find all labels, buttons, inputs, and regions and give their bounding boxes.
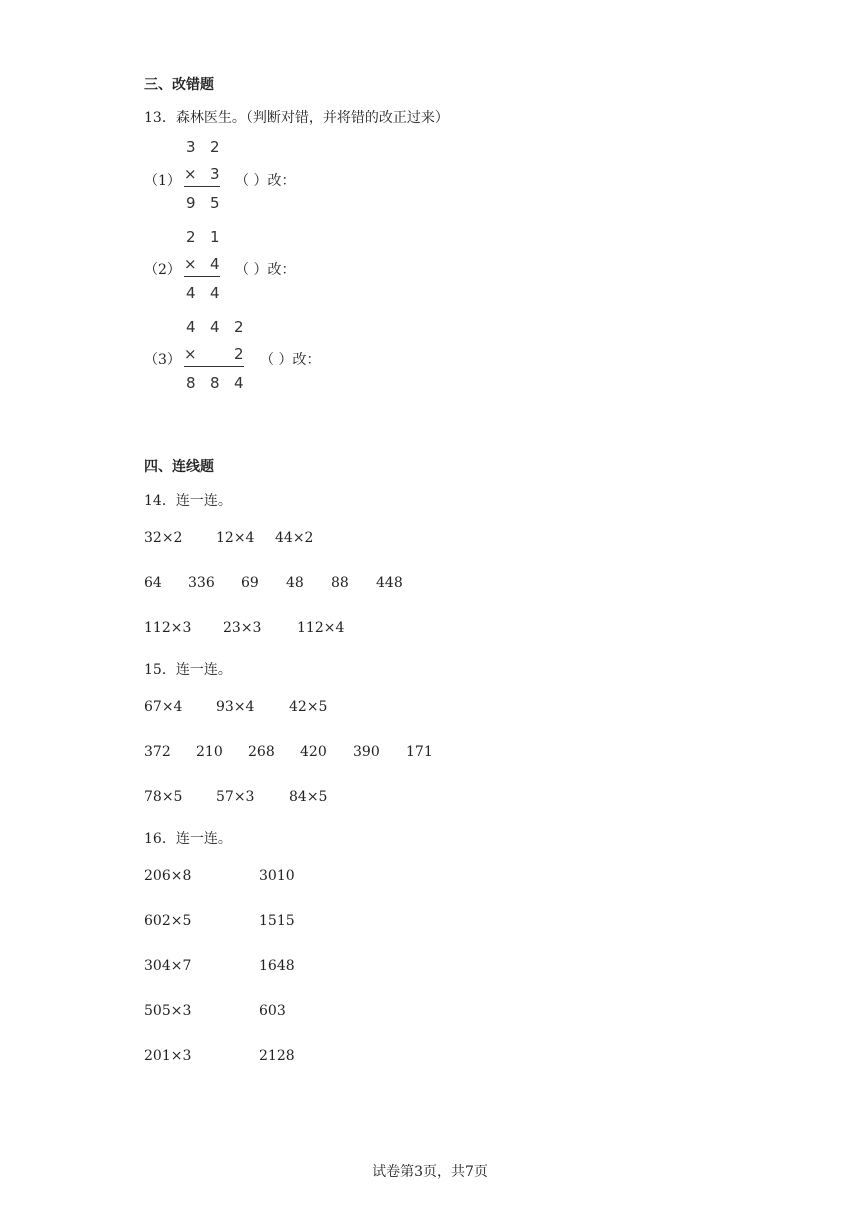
underline (184, 276, 220, 277)
digit: 5 (210, 194, 220, 212)
result-number: 1648 (259, 958, 295, 974)
expression: 201×3 (144, 1048, 192, 1064)
result-number: 1515 (259, 913, 295, 929)
digit: 2 (186, 228, 196, 246)
digit: 4 (186, 284, 196, 302)
multiply-sign: × (184, 255, 197, 273)
digit: 2 (234, 318, 244, 336)
digit: 3 (186, 138, 196, 156)
digit: 2 (210, 138, 220, 156)
expression: 112×4 (297, 620, 345, 636)
multiply-sign: × (184, 165, 197, 183)
digit: 4 (234, 374, 244, 392)
result-number: 210 (196, 744, 223, 760)
expression: 57×3 (216, 789, 255, 805)
digit: 8 (186, 374, 196, 392)
result-number: 3010 (259, 868, 295, 884)
expression: 84×5 (289, 789, 328, 805)
expression: 32×2 (144, 530, 183, 546)
result-number: 448 (376, 575, 403, 591)
expression: 23×3 (223, 620, 262, 636)
q13-item-2-answer: （ ）改： (235, 262, 296, 278)
question-13-stem: 13．森林医生。（判断对错，并将错的改正过来） (144, 110, 449, 126)
expression: 304×7 (144, 958, 192, 974)
underline (184, 186, 220, 187)
result-number: 64 (144, 575, 162, 591)
q13-item-1-label: （1） (144, 173, 181, 189)
expression: 602×5 (144, 913, 192, 929)
digit: 1 (210, 228, 220, 246)
result-number: 48 (286, 575, 304, 591)
underline (184, 366, 244, 367)
expression: 12×4 (216, 530, 255, 546)
q13-item-2-vertical-multiplication (182, 228, 222, 304)
expression: 505×3 (144, 1003, 192, 1019)
result-number: 88 (331, 575, 349, 591)
result-number: 603 (259, 1003, 286, 1019)
expression: 67×4 (144, 699, 183, 715)
result-number: 336 (188, 575, 215, 591)
section-title-matching: 四、连线题 (144, 459, 214, 475)
page-footer: 试卷第3页，共7页 (372, 1164, 488, 1180)
q13-item-3-label: （3） (144, 352, 181, 368)
digit: 4 (210, 284, 220, 302)
question-16-stem: 16．连一连。 (144, 831, 232, 847)
q13-item-1-answer: （ ）改： (235, 173, 296, 189)
q13-item-3-answer: （ ）改： (260, 352, 321, 368)
result-number: 2128 (259, 1048, 295, 1064)
result-number: 420 (300, 744, 327, 760)
multiply-sign: × (184, 345, 197, 363)
expression: 44×2 (275, 530, 314, 546)
result-number: 390 (353, 744, 380, 760)
digit: 3 (210, 165, 220, 183)
digit: 4 (210, 318, 220, 336)
q13-item-1-vertical-multiplication (182, 138, 222, 214)
question-15-stem: 15．连一连。 (144, 662, 232, 678)
digit: 2 (234, 345, 244, 363)
question-14-stem: 14．连一连。 (144, 493, 232, 509)
section-title-correction: 三、改错题 (144, 77, 214, 93)
expression: 78×5 (144, 789, 183, 805)
result-number: 268 (248, 744, 275, 760)
digit: 4 (210, 255, 220, 273)
result-number: 372 (144, 744, 171, 760)
expression: 206×8 (144, 868, 192, 884)
expression: 93×4 (216, 699, 255, 715)
result-number: 69 (241, 575, 259, 591)
q13-item-3-vertical-multiplication (182, 318, 246, 394)
result-number: 171 (406, 744, 433, 760)
expression: 42×5 (289, 699, 328, 715)
digit: 9 (186, 194, 196, 212)
q13-item-2-label: （2） (144, 262, 181, 278)
expression: 112×3 (144, 620, 192, 636)
digit: 4 (186, 318, 196, 336)
digit: 8 (210, 374, 220, 392)
